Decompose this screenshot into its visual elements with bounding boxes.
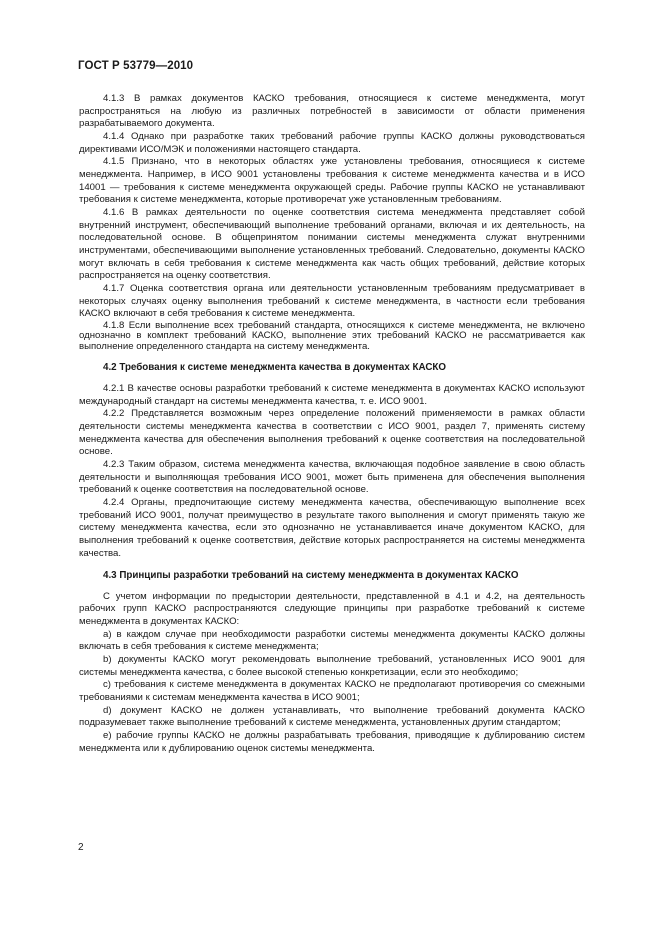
list-item-a: a) в каждом случае при необходимости разработки системы менеджмента документы КАСКО должны включать в себя требования к системе менеджмента; (79, 628, 585, 653)
section-heading-4-3: 4.3 Принципы разработки требований на систему менеджмента в документах КАСКО (103, 570, 519, 582)
paragraph-4-2-3: 4.2.3 Таким образом, система менеджмента качества, включающая подобное заявление в свою область деятельности и выполняющая требования ИСО 9001, может быть применена для обеспечения выполнения требований к оценке соответствия на последовательной основе. (79, 458, 585, 496)
paragraph-4-1-5: 4.1.5 Признано, что в некоторых областях уже установлены требования, относящиеся к системе менеджмента. Например, в ИСО 9001 установлены требования к системе менеджмента качества и в ИСО 14001 — требования к системе менеджмента окружающей среды. Рабочие группы КАСКО не устанавливают требования к системе менеджмента, которые противоречат уже установленным требованиям. (79, 156, 585, 206)
list-item-d: d) документ КАСКО не должен устанавливать, что выполнение требований документа КАСКО подразумевает также выполнение требований к системе менеджмента, установленных другим стандартом; (79, 704, 585, 729)
paragraph-4-2-1: 4.2.1 В качестве основы разработки требований к системе менеджмента в документах КАСКО используют международный стандарт на системы менеджмента качества, т. е. ИСО 9001. (79, 382, 585, 407)
list-item-c: c) требования к системе менеджмента в документах КАСКО не предполагают противоречия со смежными требованиями к системам менеджмента качества в ИСО 9001; (79, 679, 585, 704)
paragraph-4-2-2: 4.2.2 Представляется возможным через определение положений применяемости в рамках области деятельности системы менеджмента качества в соответствии с ИСО 9001, раздел 7, применять систему менеджмента качества для обеспечения выполнения требований к оценке соответствия на последовательной основе. (79, 408, 585, 458)
paragraph-4-1-8: 4.1.8 Если выполнение всех требований стандарта, относящихся к системе менеджмента, не включено однозначно в комплект требований КАСКО, выполнение этих требований КАСКО не рассматривается как выполнение определенного стандарта на систему менеджмента. (79, 319, 585, 352)
paragraph-4-2-4: 4.2.4 Органы, предпочитающие систему менеджмента качества, обеспечивающую выполнение всех требований ИСО 9001, получат преимущество в результате такого выполнения и смогут применять такую же систему менеджмента качества, если это однозначно не устанавливается иначе документом КАСКО, для выполнения требований к оценке соответствия, действие которых распространяется на системы менеджмента качества. (79, 496, 585, 559)
paragraph-4-3-intro: С учетом информации по предыстории деятельности, представленной в 4.1 и 4.2, на деятельность рабочих групп КАСКО распространяются следующие принципы при разработке требований к системе менеджмента в документах КАСКО: (79, 590, 585, 628)
list-item-e: e) рабочие группы КАСКО не должны разрабатывать требования, приводящие к дублированию систем менеджмента или к дублированию оценок системы менеджмента. (79, 730, 585, 754)
page-number: 2 (78, 842, 84, 853)
document-code-header: ГОСТ Р 53779—2010 (78, 60, 194, 72)
paragraph-4-1-4: 4.1.4 Однако при разработке таких требований рабочие группы КАСКО должны руководствоваться директивами ИСО/МЭК и положениями настоящего стандарта. (79, 130, 585, 155)
section-heading-4-2: 4.2 Требования к системе менеджмента качества в документах КАСКО (103, 362, 447, 374)
document-body (79, 93, 585, 755)
list-item-b: b) документы КАСКО могут рекомендовать выполнение требований, установленных ИСО 9001 для системы менеджмента качества, с более высокой степенью конкретизации, если это необходимо; (79, 654, 585, 678)
paragraph-4-1-6: 4.1.6 В рамках деятельности по оценке соответствия система менеджмента представляет собой внутренний инструмент, обеспечивающий выполнение требований органами, включая и их деятельность, на последовательной основе. В общепринятом понимании системы менеджмента служат внутренними инструментами, обеспечивающими выполнение установленных требований. Следовательно, документы КАСКО могут включать в себя требования к системе менеджмента как часть общих требований, действие которых распространяется на оценку соответствия. (79, 206, 585, 282)
paragraph-4-1-3: 4.1.3 В рамках документов КАСКО требования, относящиеся к системе менеджмента, могут распространяться на любую из различных потребностей в зависимости от области применения разрабатываемого документа. (79, 93, 585, 130)
paragraph-4-1-7: 4.1.7 Оценка соответствия органа или деятельности установленным требованиям предусматривает в некоторых случаях оценку выполнения требований к системе менеджмента, в частности если требования КАСКО включают в себя требования к системе менеджмента. (79, 282, 585, 320)
